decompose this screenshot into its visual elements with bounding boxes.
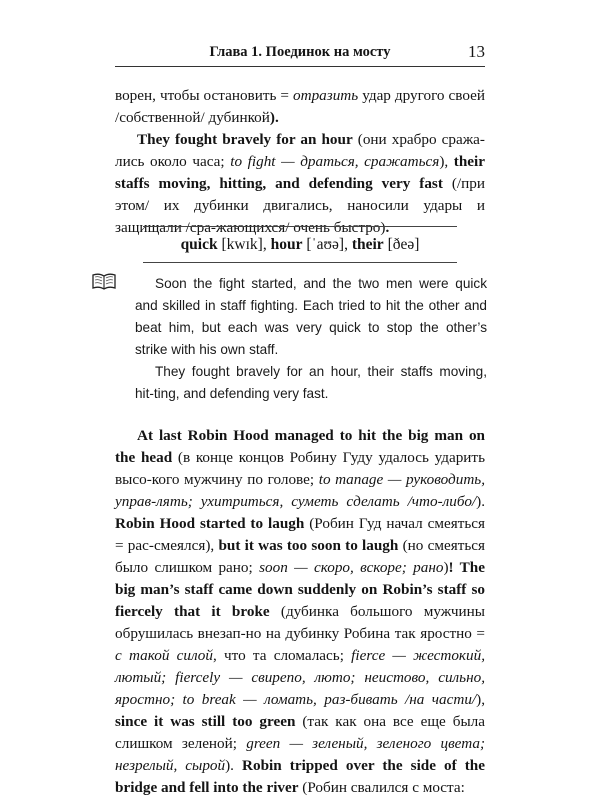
original-text [135,273,487,405]
commentary-bottom [115,425,485,799]
paragraph-at-last: At last Robin Hood managed to hit the big man on the head (в конце концов Робину Гуду удалось ударить высо-кого мужчину по голове; to manage — руководить, управ-лять; ухитриться, суметь сделать /что-либо/). Robin Hood started to laugh (Робин Гуд начал смеяться = рас-смеялся), but it was too soon to laugh (но смеяться было слишком рано; soon — скоро, вскоре; рано)! The big man’s staff came down suddenly on Robin’s staff so fiercely that it broke (дубинка большого мужчины обрушилась внезап-но на дубинку Робина так яростно = с такой силой, что та сломалась; fierce — жестокий, лютый; fiercely — свирепо, люто; неистово, сильно, яростно; to break — ломать, раз-бивать /на части/), since it was still too green (так как она все еще была слишком зеленой; green — зеленый, зеленого цвета; незрелый, сырой). Robin tripped over the side of the bridge and fell into the river (Робин свалился с моста: [115,427,486,796]
open-book-icon [92,273,116,291]
original-paragraph-1: Soon the fight started, and the two men were quick and skilled in staff fighting. Each tried to hit the other and beat him, but each was very quick to stop the other’s strike with his own staff. [135,276,487,357]
original-paragraph-2: They fought bravely for an hour, their staffs moving, hit-ting, and defending very fast. [135,364,487,401]
phonetics-line: quick [kwɪk], hour [ˈaʊə], their [ðeə] [180,236,420,253]
running-header [115,42,485,67]
commentary-top [115,85,485,239]
paragraph-continuation: ворен, чтобы остановить = отразить удар другого своей /собственной/ дубинкой). [115,87,485,126]
divider-top [143,226,457,227]
page-number: 13 [468,42,485,61]
paragraph-fought: They fought bravely for an hour (они храбро сража-лись около часа; to fight — драться, сражаться), their staffs moving, hitting, and defending very fast (/при этом/ их дубинки двигались, наносили удары и защищали /сра-жающихся/ очень быстро). [115,131,485,236]
divider-bottom [143,262,457,263]
chapter-title: Глава 1. Поединок на мосту [209,44,391,60]
